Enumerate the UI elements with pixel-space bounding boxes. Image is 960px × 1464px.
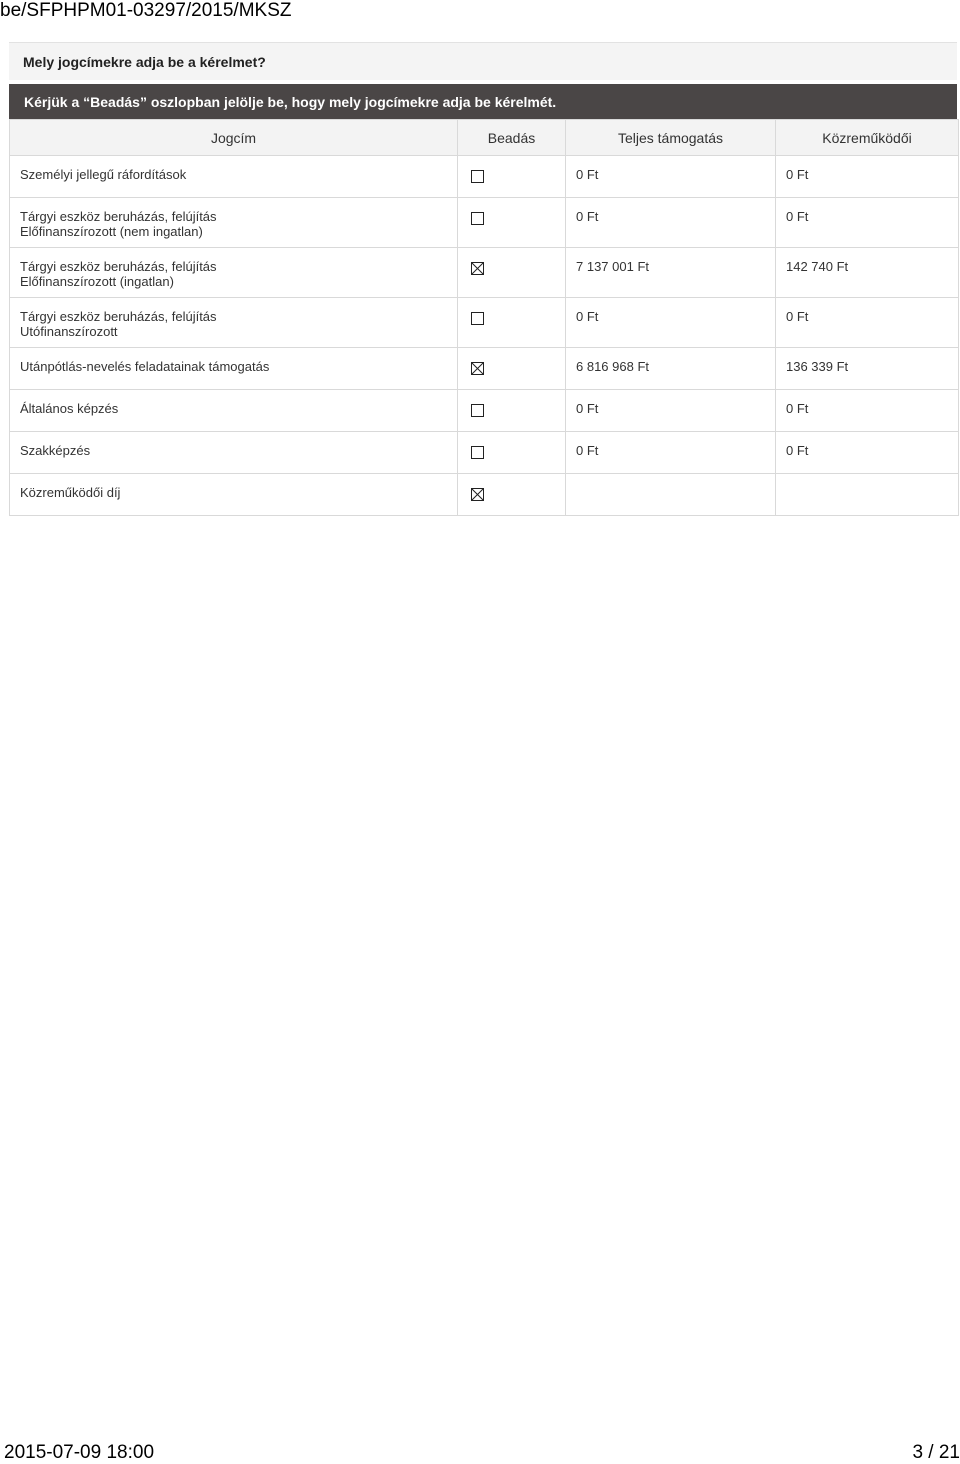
teljes-tamogatas-cell xyxy=(566,348,776,390)
cross-mark-icon xyxy=(472,489,483,500)
checked-checkbox[interactable] xyxy=(471,488,484,501)
jogcim-cell xyxy=(10,390,458,432)
teljes-tamogatas-value: 0 Ft xyxy=(576,443,599,458)
table-row xyxy=(10,432,959,474)
kozremukodoi-value: 0 Ft xyxy=(786,309,809,324)
kozremukodoi-cell xyxy=(776,432,959,474)
teljes-tamogatas-cell xyxy=(566,390,776,432)
instruction-text: Kérjük a “Beadás” oszlopban jelölje be, hogy mely jogcímekre adja be kérelmét. xyxy=(24,94,557,110)
column-header-jogcim: Jogcím xyxy=(10,120,458,156)
table-row xyxy=(10,248,959,298)
unchecked-checkbox[interactable] xyxy=(471,312,484,325)
table-header-row xyxy=(10,120,959,156)
table-row xyxy=(10,390,959,432)
jogcim-name: Tárgyi eszköz beruházás, felújítás xyxy=(20,259,217,274)
checked-checkbox[interactable] xyxy=(471,362,484,375)
jogcim-name: Utánpótlás-nevelés feladatainak támogatás xyxy=(20,359,270,374)
kozremukodoi-value: 0 Ft xyxy=(786,167,809,182)
kozremukodoi-value xyxy=(786,474,948,485)
teljes-tamogatas-cell xyxy=(566,298,776,348)
beadas-cell xyxy=(458,348,566,390)
beadas-cell xyxy=(458,432,566,474)
beadas-cell xyxy=(458,298,566,348)
kozremukodoi-cell xyxy=(776,348,959,390)
jogcim-cell xyxy=(10,432,458,474)
teljes-tamogatas-value: 0 Ft xyxy=(576,309,599,324)
jogcim-name: Tárgyi eszköz beruházás, felújítás xyxy=(20,309,217,324)
jogcim-name: Közreműködői díj xyxy=(20,485,121,500)
footer-timestamp: 2015-07-09 18:00 xyxy=(4,1442,155,1463)
unchecked-checkbox[interactable] xyxy=(471,446,484,459)
kozremukodoi-value: 0 Ft xyxy=(786,401,809,416)
beadas-cell xyxy=(458,156,566,198)
jogcim-cell xyxy=(10,198,458,248)
jogcim-cell xyxy=(10,248,458,298)
kozremukodoi-value: 0 Ft xyxy=(786,443,809,458)
checked-checkbox[interactable] xyxy=(471,262,484,275)
teljes-tamogatas-value: 7 137 001 Ft xyxy=(576,259,649,274)
unchecked-checkbox[interactable] xyxy=(471,404,484,417)
teljes-tamogatas-value: 6 816 968 Ft xyxy=(576,359,649,374)
teljes-tamogatas-cell xyxy=(566,474,776,516)
jogcim-cell xyxy=(10,474,458,516)
beadas-cell xyxy=(458,248,566,298)
jogcim-name: Szakképzés xyxy=(20,443,91,458)
table-row xyxy=(10,198,959,248)
teljes-tamogatas-cell xyxy=(566,432,776,474)
jogcim-name: Általános képzés xyxy=(20,401,119,416)
unchecked-checkbox[interactable] xyxy=(471,170,484,183)
table-row xyxy=(10,474,959,516)
unchecked-checkbox[interactable] xyxy=(471,212,484,225)
instruction-bar xyxy=(9,84,957,119)
beadas-cell xyxy=(458,198,566,248)
table-row xyxy=(10,156,959,198)
jogcim-cell xyxy=(10,156,458,198)
teljes-tamogatas-value: 0 Ft xyxy=(576,401,599,416)
teljes-tamogatas-value xyxy=(576,474,765,485)
jogcim-subtitle: Előfinanszírozott (nem ingatlan) xyxy=(20,224,203,239)
question-header xyxy=(9,42,957,80)
beadas-cell xyxy=(458,474,566,516)
teljes-tamogatas-value: 0 Ft xyxy=(576,167,599,182)
column-header-teljes-tamogatas: Teljes támogatás xyxy=(566,120,776,156)
jogcim-subtitle: Előfinanszírozott (ingatlan) xyxy=(20,274,174,289)
teljes-tamogatas-cell xyxy=(566,198,776,248)
column-header-kozremukodoi: Közreműködői xyxy=(776,120,959,156)
jogcim-name: Tárgyi eszköz beruházás, felújítás xyxy=(20,209,217,224)
kozremukodoi-cell xyxy=(776,156,959,198)
table-row xyxy=(10,348,959,390)
kozremukodoi-value: 0 Ft xyxy=(786,209,809,224)
teljes-tamogatas-value: 0 Ft xyxy=(576,209,599,224)
jogcim-cell xyxy=(10,348,458,390)
document-id: be/SFPHPM01-03297/2015/MKSZ xyxy=(0,0,292,21)
kozremukodoi-value: 136 339 Ft xyxy=(786,359,849,374)
kozremukodoi-cell xyxy=(776,198,959,248)
kozremukodoi-cell xyxy=(776,390,959,432)
page-number: 3 / 21 xyxy=(912,1442,960,1463)
kozremukodoi-value: 142 740 Ft xyxy=(786,259,849,274)
column-header-beadas: Beadás xyxy=(458,120,566,156)
teljes-tamogatas-cell xyxy=(566,156,776,198)
jogcim-cell xyxy=(10,298,458,348)
cross-mark-icon xyxy=(472,363,483,374)
cross-mark-icon xyxy=(472,263,483,274)
kozremukodoi-cell xyxy=(776,248,959,298)
kozremukodoi-cell xyxy=(776,298,959,348)
beadas-cell xyxy=(458,390,566,432)
teljes-tamogatas-cell xyxy=(566,248,776,298)
question-title: Mely jogcímekre adja be a kérelmet? xyxy=(23,54,266,70)
kozremukodoi-cell xyxy=(776,474,959,516)
jogcim-subtitle: Utófinanszírozott xyxy=(20,324,118,339)
jogcim-table xyxy=(9,119,959,516)
table-row xyxy=(10,298,959,348)
jogcim-name: Személyi jellegű ráfordítások xyxy=(20,167,187,182)
